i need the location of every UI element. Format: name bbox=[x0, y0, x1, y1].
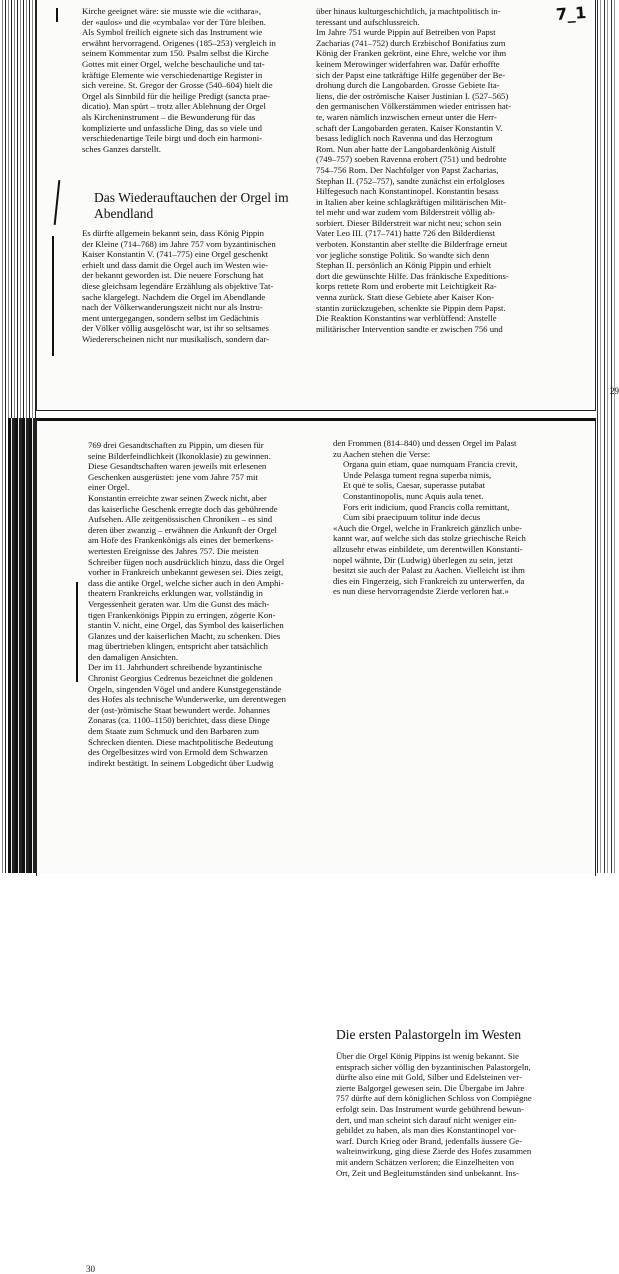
section-heading-2 bbox=[336, 1027, 586, 1043]
text-line: Aufsehen. Alle zeitgenössischen Chroniken – es sind bbox=[88, 514, 273, 525]
text-line: Ort, Zeit und Begleitumständen sind unbekannt. Ins- bbox=[336, 1167, 519, 1178]
text-line: der bekannt geworden ist. Die neuere Forschung hat bbox=[82, 270, 264, 281]
text-line: indirekt bestätigt. In seinem Lobgedicht über Ludwig bbox=[88, 757, 274, 768]
text-line: dort die gewünschte Hilfe. Das fränkische Expeditions- bbox=[316, 270, 509, 281]
text-line: nach der Völkerwanderungszeit nicht nur als Instru- bbox=[82, 302, 263, 313]
text-line: Et quė te solis, Caesar, superasse putabat bbox=[343, 480, 485, 491]
text-line: keinem Merowinger widerfahren war. Dafür erhoffte bbox=[316, 58, 500, 69]
text-line: zu Aachen stehen die Verse: bbox=[333, 448, 431, 459]
text-line: allzusehr etwas einbildete, um derentwillen Konstanti- bbox=[333, 543, 523, 554]
text-line: über hinaus kulturgeschichtlich, ja machtpolitisch in- bbox=[316, 6, 501, 16]
text-line: dem Staate zum Schmuck und den Barbaren zum bbox=[88, 726, 260, 737]
text-line: des Orgelbesitzes wird von Ermold dem Schwarzen bbox=[88, 747, 268, 758]
text-line: diese gleichsam legendäre Erzählung als objektive Tat- bbox=[82, 280, 274, 291]
text-line: militärischer Intervention sandte er zwischen 756 und bbox=[316, 323, 503, 334]
text-line: besitzt sie auch der Palast zu Aachen. Vielleicht ist ihm bbox=[333, 565, 525, 576]
page-number-30: 30 bbox=[86, 1264, 95, 1274]
text-line: korps rettete Rom und eroberte mit Leichtigkeit Ra- bbox=[316, 281, 497, 292]
text-line: Als Symbol freilich eignete sich das Instrument wie bbox=[82, 27, 263, 38]
text-line: stantin V. nicht, eine Orgel, das Symbol des kaiserlichen bbox=[88, 620, 284, 631]
text-line: Cum sibi praecipuum tolitur inde decus bbox=[343, 512, 481, 523]
text-line: teressant und aufschlussreich. bbox=[316, 16, 420, 27]
text-line: Wiedererscheinen nicht nur musikalisch, sondern dar- bbox=[82, 333, 270, 344]
text-line: des Hofes als technische Wunderwerke, um derentwegen bbox=[88, 694, 287, 705]
text-line: Zacharias (741–752) durch Erzbischof Bonifatius zum bbox=[316, 37, 506, 48]
text-line: te, waren nämlich inzwischen erneut unter die Herr- bbox=[316, 111, 497, 122]
text-line: Organa quin etiam, quae numquam Francia crevit, bbox=[343, 459, 518, 470]
page-30-right-column-body bbox=[336, 1051, 586, 1178]
text-line: Hilfegesuch nach Konstantinopel. Konstantin besass bbox=[316, 186, 499, 197]
text-line: Orgel als Sinnbild für die heilige Predigt (sancta prae- bbox=[82, 90, 271, 101]
text-line: Über die Orgel König Pippins ist wenig bekannt. Sie bbox=[336, 1051, 519, 1061]
text-line: sache klargelegt. Nachdem die Orgel im Abendlande bbox=[82, 291, 266, 302]
text-line: der Kleine (714–768) im Jahre 757 vom byzantinischen bbox=[82, 238, 276, 249]
text-line: es nun diese hervorragendste Zierde verloren hat.» bbox=[333, 586, 509, 597]
text-line: (749–757) soeben Ravenna erobert (751) und bedrohte bbox=[316, 154, 507, 165]
page-29-frame bbox=[36, 0, 596, 411]
text-line: am Hofe des Frankenkönigs als eines der bemerkens- bbox=[88, 535, 274, 546]
text-line: Es dürfte allgemein bekannt sein, dass König Pippin bbox=[82, 228, 264, 238]
text-line: warf. Durch Krieg oder Brand, jedenfalls äussere Ge- bbox=[336, 1135, 522, 1146]
text-line: in Italien aber keine schlagkräftigen militärischen Mit- bbox=[316, 196, 507, 207]
text-line: seinem Kommentar zum 150. Psalm selbst die Kirche bbox=[82, 48, 269, 59]
text-line: Im Jahre 751 wurde Pippin auf Betreiben von Papst bbox=[316, 27, 496, 38]
text-line: Glanzes und der kaiserlichen Macht, zu schenken. Dies bbox=[88, 630, 281, 641]
text-line: seine Bilderfeindlichkeit (Ikonoklasie) zu gewinnen. bbox=[88, 450, 271, 461]
text-line: der (ost-)römische Staat bewundert werde. Johannes bbox=[88, 704, 270, 715]
text-line: erfolgt sein. Das Instrument wurde gebührend bewun- bbox=[336, 1103, 524, 1114]
text-line: sich vereine. St. Gregor der Grosse (540–604) hielt die bbox=[82, 80, 273, 91]
text-line: sich der Papst eine tatkräftige Hilfe gegenüber der Be- bbox=[316, 69, 506, 80]
text-line: kannt war, auf welche sich das stolze griechische Reich bbox=[333, 533, 526, 544]
text-line: 757 dürfte auf dem königlichen Schloss von Compiègne bbox=[336, 1093, 532, 1104]
text-line: Vergessenheit geraten war. Um die Gunst des mäch- bbox=[88, 598, 270, 609]
text-line: ment untergegangen, sondern selbst im Gedächtnis bbox=[82, 312, 259, 323]
text-line: 754–756 Rom. Der Nachfolger von Papst Zacharias, bbox=[316, 164, 499, 175]
text-line: Konstantin erreichte zwar seinen Zweck nicht, aber bbox=[88, 492, 267, 503]
text-line: Stephan II. (752–757), sandte zunächst ein erfolgloses bbox=[316, 175, 505, 186]
text-line: dert, und man scheint sich darauf nicht weniger ein- bbox=[336, 1114, 517, 1125]
text-line: Schreiber fügen noch ausdrücklich hinzu, dass die Orgel bbox=[88, 556, 285, 567]
text-line: Kirche geeignet wäre: sie musste wie die «cithara», bbox=[82, 6, 261, 16]
text-line: Vater Leo III. (717–741) hatte 726 den Bilderdienst bbox=[316, 228, 496, 239]
text-line: einer Orgel. bbox=[88, 482, 130, 493]
text-line: erhielt und dass damit die Orgel auch im Westen wie- bbox=[82, 259, 268, 270]
text-line: entsprach sicher völlig den byzantinischen Palastorgeln, bbox=[336, 1061, 531, 1072]
text-line: mag übertrieben klingen, entspricht aber tatsächlich bbox=[88, 641, 268, 652]
text-line: wertesten Ereignisse des Jahres 757. Die meisten bbox=[88, 545, 259, 556]
text-line: Stephan II. persönlich an König Pippin und erhielt bbox=[316, 260, 492, 271]
text-line: stantin zurückzugeben, schenkte sie Pippin dem Papst. bbox=[316, 302, 506, 313]
text-line: den damaligen Ansichten. bbox=[88, 651, 178, 662]
text-line: erwähnt hervorragend. Origenes (185–253) vergleich in bbox=[82, 37, 276, 48]
text-line: 769 drei Gesandtschaften zu Pippin, um diesen für bbox=[88, 440, 264, 450]
text-line: Kaiser Konstantin V. (741–775) eine Orgel geschenkt bbox=[82, 249, 269, 260]
text-line: schaft der Langobarden geraten. Kaiser Konstantin V. bbox=[316, 122, 503, 133]
text-line: dies ein Fingerzeig, sich Frankreich zu unterwerfen, da bbox=[333, 575, 525, 586]
text-line: Rom. Nun aber hatte der Langobardenkönig Aistulf bbox=[316, 143, 496, 154]
text-line: den germanischen Völkerstämmen wieder entrissen hat- bbox=[316, 101, 512, 112]
text-line: verschiedenartige Teile birgt und doch ein harmoni- bbox=[82, 133, 263, 144]
text-line: tigen Frankenkönigs Pippin zu erringen, zögerte Kon- bbox=[88, 609, 276, 620]
text-line: Diese Gesandtschaften waren jeweils mit erlesenen bbox=[88, 461, 267, 472]
text-line: walteinwirkung, ging diese Zierde des Hofes zusammen bbox=[336, 1146, 532, 1157]
scan-border-right bbox=[594, 0, 618, 873]
text-line: komplizierte und unfassliche Ding, das so viele und bbox=[82, 122, 262, 133]
page-number-29: 29 bbox=[610, 386, 619, 396]
text-line: sorbiert. Dieser Bilderstreit war nicht neu; schon sein bbox=[316, 217, 502, 228]
text-line: nopel wähnte, Dir (Ludwig) überlegen zu sein, jetzt bbox=[333, 554, 513, 565]
text-line: Der im 11. Jahrhundert schreibende byzantinische bbox=[88, 662, 262, 673]
text-line: venna zurück. Statt diese Gebiete aber Kaiser Kon- bbox=[316, 292, 495, 303]
text-line: Zonaras (ca. 1100–1150) berichtet, dass diese Dinge bbox=[88, 715, 270, 726]
text-line: den Frommen (814–840) und dessen Orgel im Palast bbox=[333, 438, 517, 448]
text-line: Chronist Georgius Cedrenus bezeichnet die goldenen bbox=[88, 673, 273, 684]
text-line: der Völker völlig ausgelöscht war, ist ihr so seltsames bbox=[82, 323, 269, 334]
handwritten-annotation: 7_1 bbox=[555, 2, 587, 25]
text-line: als Kircheninstrument – die Bewunderung für das bbox=[82, 111, 256, 122]
text-line: vor jegliche sonstige Politik. So wandte sich denn bbox=[316, 249, 490, 260]
text-line: liens, die der oströmische Kaiser Justinian I. (527–565) bbox=[316, 90, 509, 101]
text-line: Orgeln, singenden Vögel und andere Kunstgegenstände bbox=[88, 683, 282, 694]
text-line: Gottes mit einer Orgel, welche beschauliche und tat- bbox=[82, 58, 265, 69]
text-line: verboten. Konstantin aber stellte die Bilderfrage erneut bbox=[316, 239, 508, 250]
text-line: «Auch die Orgel, welche in Frankreich gänzlich unbe- bbox=[333, 522, 522, 533]
text-line: Geschenken ausgerüstet: jene vom Jahre 757 mit bbox=[88, 471, 258, 482]
text-line: Die Reaktion Konstantins war verblüffend: Anstelle bbox=[316, 313, 497, 324]
text-line: drohung durch die Langobarden. Grosse Gebiete Ita- bbox=[316, 80, 500, 91]
text-line: der «aulos» und die «cymbala» vor der Türe bleiben. bbox=[82, 16, 266, 27]
text-line: besass lediglich noch Ravenna und das Herzogtum bbox=[316, 133, 493, 144]
text-line: Schrecken dienten. Diese machtpolitische Bedeutung bbox=[88, 736, 274, 747]
text-line: dürfte also eine mit Gold, Silber und Edelsteinen ver- bbox=[336, 1072, 522, 1083]
text-line: dass die antike Orgel, welche sicher auch in den Amphi- bbox=[88, 577, 284, 588]
text-line: dicatio). Man spürt – trotz aller Ablehnung der Orgel bbox=[82, 101, 266, 112]
text-line: tel mehr und war zudem vom Bilderstreit völlig ab- bbox=[316, 207, 496, 218]
text-line: sches Ganzes darstellt. bbox=[82, 143, 161, 154]
text-line: das kaiserliche Geschenk erregte doch das gebührende bbox=[88, 503, 278, 514]
text-line: König der Franken gekrönt, eine Ehre, welche vor ihm bbox=[316, 48, 507, 59]
text-line: Unde Pelasga tument regna superba nimis, bbox=[343, 469, 492, 480]
text-line: Fors erit indicium, quod Francis colla remittant, bbox=[343, 501, 510, 512]
text-line: vorher in Frankreich unbekannt gewesen sei. Dies zeigt, bbox=[88, 567, 284, 578]
page-30-frame bbox=[36, 418, 596, 876]
text-line: gebildet zu haben, als man dies Konstantinopel vor- bbox=[336, 1125, 517, 1136]
text-line: zierte Balgorgel gewesen sein. Die Übergabe im Jahre bbox=[336, 1082, 525, 1093]
section-heading-2-text: Die ersten Palastorgeln im Westen bbox=[336, 1027, 522, 1042]
text-line: deren über zwanzig – erwähnen die Ankunft der Orgel bbox=[88, 524, 277, 535]
text-line: theatern Frankreichs erklungen war, vollständig in bbox=[88, 588, 263, 599]
text-line: Constantinopolis, nunc Aquis aula tenet. bbox=[343, 490, 484, 501]
text-line: kräftige Elemente wie verschiedenartige Register in bbox=[82, 69, 263, 80]
scan-shadow-strip bbox=[8, 418, 36, 873]
section-heading-1-text: Das Wiederauftauchen der Orgel im Abendland bbox=[94, 190, 289, 221]
text-line: mit andern Schätzen verloren; die Einzelheiten von bbox=[336, 1156, 515, 1167]
